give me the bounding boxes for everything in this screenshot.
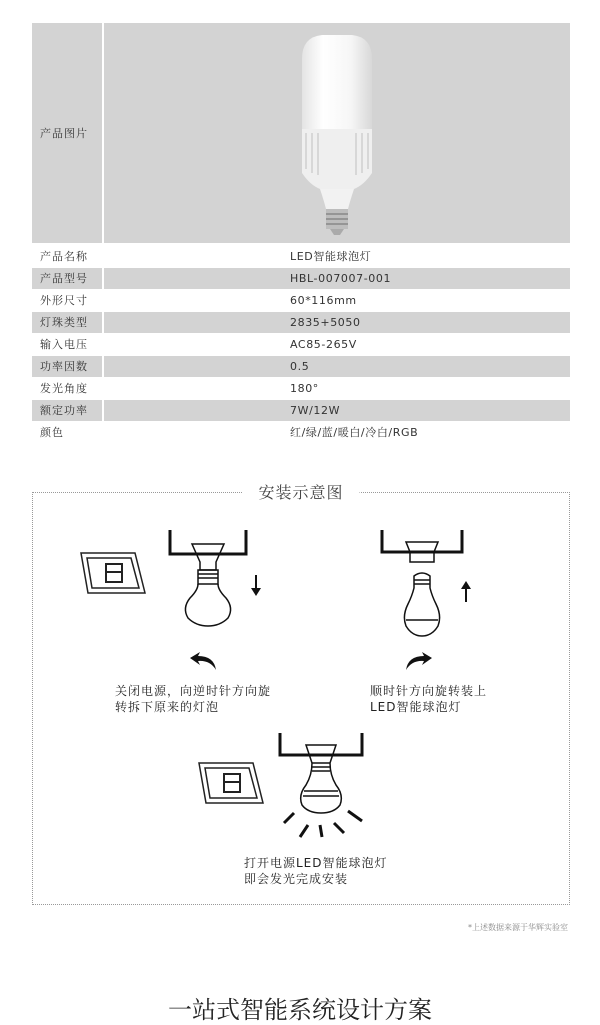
spec-value: 180° bbox=[290, 382, 319, 395]
spec-row bbox=[32, 290, 570, 311]
spec-label: 输入电压 bbox=[40, 338, 88, 351]
spec-row bbox=[32, 356, 570, 377]
section-title: 一站式智能系统设计方案 bbox=[168, 996, 432, 1024]
spec-label: 外形尺寸 bbox=[40, 294, 88, 307]
spec-value: 2835+5050 bbox=[104, 312, 570, 333]
spec-label: 产品型号 bbox=[32, 268, 102, 289]
spec-value: AC85-265V bbox=[290, 338, 357, 351]
wall-switch-icon bbox=[198, 762, 264, 804]
spec-value: 红/绿/蓝/暖白/冷白/RGB bbox=[290, 426, 419, 439]
spec-value: 0.5 bbox=[104, 356, 570, 377]
spec-row bbox=[32, 400, 570, 421]
spec-label: 额定功率 bbox=[32, 400, 102, 421]
spec-row bbox=[32, 422, 570, 443]
bulb-remove-illustration bbox=[168, 530, 248, 626]
spec-label: 发光角度 bbox=[40, 382, 88, 395]
counterclockwise-arrow-icon bbox=[188, 652, 218, 672]
spec-row bbox=[32, 334, 570, 355]
spec-value: LED智能球泡灯 bbox=[290, 250, 372, 263]
step-1-text: 关闭电源，向逆时针方向旋 转拆下原来的灯泡 bbox=[115, 684, 272, 714]
spec-label: 灯珠类型 bbox=[32, 312, 102, 333]
spec-row bbox=[32, 378, 570, 399]
step-2-text: 顺时针方向旋转装上 LED智能球泡灯 bbox=[370, 684, 488, 714]
arrow-down-icon bbox=[250, 575, 262, 597]
install-title: 安装示意图 bbox=[242, 480, 359, 503]
spec-row bbox=[32, 268, 570, 289]
spec-value: 60*116mm bbox=[290, 294, 357, 307]
spec-label: 功率因数 bbox=[32, 356, 102, 377]
light-rays bbox=[284, 811, 362, 837]
spec-table bbox=[32, 23, 570, 443]
bulb-install-illustration bbox=[380, 530, 464, 638]
bulb-glowing-illustration bbox=[270, 733, 370, 838]
data-source-footnote: *上述数据来源于华辉实验室 bbox=[468, 923, 568, 932]
spec-label: 产品名称 bbox=[40, 250, 88, 263]
product-image-cell bbox=[104, 23, 570, 243]
spec-label: 产品图片 bbox=[32, 23, 102, 243]
arrow-up-icon bbox=[460, 580, 472, 602]
product-image-row bbox=[32, 23, 570, 243]
spec-value: 7W/12W bbox=[104, 400, 570, 421]
product-bulb-image bbox=[292, 29, 382, 237]
spec-value: HBL-007007-001 bbox=[104, 268, 570, 289]
step-3-text: 打开电源LED智能球泡灯 即会发光完成安装 bbox=[244, 856, 388, 886]
spec-row bbox=[32, 246, 570, 267]
spec-label: 颜色 bbox=[40, 426, 64, 439]
wall-switch-icon bbox=[80, 552, 146, 594]
clockwise-arrow-icon bbox=[404, 652, 434, 672]
spec-row bbox=[32, 312, 570, 333]
